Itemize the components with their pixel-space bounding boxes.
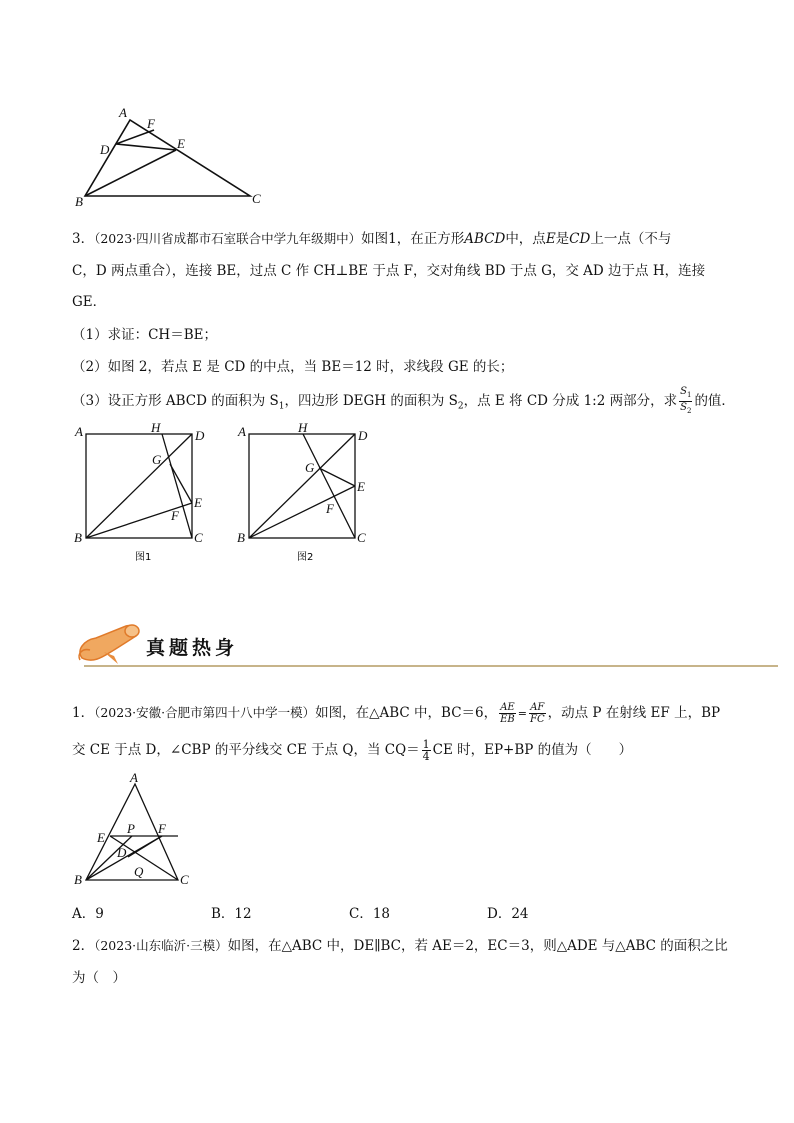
label-D: D	[100, 142, 110, 157]
q3-part3	[72, 386, 735, 417]
p1-text-b: ，动点 P 在射线 EF 上，BP	[547, 705, 721, 721]
q3-text4: 上一点（不与	[590, 231, 672, 247]
p1-f3-den: 4	[422, 750, 430, 763]
p1-source: （2023·安徽·合肥市第四十八中学一模）	[94, 705, 316, 720]
q3-number: 3．	[72, 231, 95, 247]
scroll-icon	[74, 620, 144, 668]
q3-frac-den: S	[680, 402, 687, 413]
label-E: E	[177, 136, 185, 151]
q3-var-cd: CD	[569, 231, 591, 247]
fig1-label-F: F	[171, 508, 179, 523]
fig2-label-F: F	[326, 501, 334, 516]
label-C: C	[252, 191, 261, 206]
q3-line1	[72, 227, 671, 247]
fig1-caption: 图1	[135, 552, 152, 563]
p1-label-P: P	[127, 821, 135, 836]
q3-part3-d: 的值．	[694, 393, 735, 409]
q3-var-e: E	[545, 231, 556, 247]
p1-eq: =	[517, 707, 527, 720]
fig1-label-E: E	[194, 495, 202, 510]
p2-line2: 为（ ）	[72, 970, 126, 986]
q3-fraction	[679, 386, 692, 417]
choice-d[interactable]: D．24	[487, 906, 529, 922]
label-A: A	[119, 105, 127, 120]
p1-fraction-af-fc	[529, 702, 546, 725]
q3-frac-num: S	[680, 386, 687, 397]
fig2-label-A: A	[238, 424, 246, 439]
p1-line1	[72, 701, 720, 725]
fig2-label-C: C	[357, 530, 366, 545]
q3-frac-num-sub: 1	[686, 391, 692, 399]
q3-var-abcd: ABCD	[464, 231, 506, 247]
choice-a[interactable]: A．9	[72, 906, 104, 922]
p1-text-c: 交 CE 于点 D，∠CBP 的平分线交 CE 于点 Q，当 CQ＝	[72, 742, 420, 758]
p1-f2-den: FC	[530, 714, 545, 725]
p1-figure	[70, 770, 200, 890]
q3-line2: C，D 两点重合），连接 BE，过点 C 作 CH⊥BE 于点 F，交对角线 BD 于点 G，交 AD 边于点 H，连接	[72, 263, 706, 279]
choice-c[interactable]: C．18	[349, 906, 391, 922]
p1-label-B: B	[74, 872, 82, 887]
fig1-label-C: C	[194, 530, 203, 545]
p2-number: 2．	[72, 938, 95, 954]
label-B: B	[75, 194, 83, 209]
p2-line1	[72, 934, 728, 954]
fig1-label-B: B	[74, 530, 82, 545]
q3-part2: （2）如图 2，若点 E 是 CD 的中点，当 BE＝12 时，求线段 GE 的长；	[72, 359, 514, 375]
section-divider	[84, 665, 778, 667]
p1-label-Q: Q	[134, 864, 144, 879]
fig2-label-B: B	[237, 530, 245, 545]
q3-figure-1	[72, 420, 212, 568]
top-triangle-figure	[70, 100, 270, 210]
fig2-label-D: D	[358, 428, 368, 443]
p1-fraction-quarter	[422, 739, 431, 762]
p1-line2	[72, 738, 632, 762]
q3-part3-a: （3）设正方形 ABCD 的面积为 S	[72, 393, 279, 409]
p1-number: 1．	[72, 705, 95, 721]
q3-text3: 是	[555, 231, 570, 247]
p1-fraction-ae-eb	[499, 702, 516, 725]
p1-label-C: C	[180, 872, 189, 887]
q3-source: （2023·四川省成都市石室联合中学九年级期中）	[94, 231, 362, 246]
choice-b[interactable]: B．12	[211, 906, 252, 922]
p1-text-a: 如图，在△ABC 中，BC＝6，	[315, 705, 498, 721]
p1-label-E: E	[97, 830, 105, 845]
section-title: 真题热身	[146, 637, 239, 659]
p1-f1-num: AE	[500, 702, 515, 713]
p1-label-D: D	[117, 845, 127, 860]
p2-text: 如图，在△ABC 中，DE∥BC，若 AE＝2，EC＝3，则△ADE 与△ABC 的面积之比	[227, 938, 728, 954]
fig1-label-A: A	[75, 424, 83, 439]
fig2-label-G: G	[305, 460, 315, 475]
label-F: F	[147, 116, 155, 131]
fig1-label-H: H	[151, 420, 161, 435]
q3-part3-c: ，点 E 将 CD 分成 1:2 两部分，求	[463, 393, 678, 409]
fig1-label-G: G	[152, 452, 162, 467]
p2-source: （2023·山东临沂·三模）	[94, 938, 228, 953]
p1-text-d: CE 时，EP+BP 的值为（ ）	[432, 742, 633, 758]
q3-text: 如图1，在正方形	[361, 231, 465, 247]
q3-figure-2	[235, 420, 375, 568]
p1-f3-num: 1	[422, 738, 430, 751]
p1-label-A: A	[130, 770, 138, 785]
q3-part1: （1）求证：CH＝BE；	[72, 327, 217, 343]
p1-f2-num: AF	[530, 702, 545, 713]
fig2-caption: 图2	[297, 552, 314, 563]
fig2-label-H: H	[298, 420, 308, 435]
q3-sub2: 2	[457, 401, 464, 412]
q3-text2: 中，点	[505, 231, 546, 247]
p1-label-F: F	[158, 821, 166, 836]
fig2-label-E: E	[357, 479, 365, 494]
q3-frac-den-sub: 2	[686, 407, 692, 415]
fig1-label-D: D	[195, 428, 205, 443]
q3-sub1: 1	[278, 401, 285, 412]
q3-part3-b: ，四边形 DEGH 的面积为 S	[284, 393, 458, 409]
q3-line3: GE．	[72, 294, 107, 310]
p1-f1-den: EB	[500, 714, 515, 725]
